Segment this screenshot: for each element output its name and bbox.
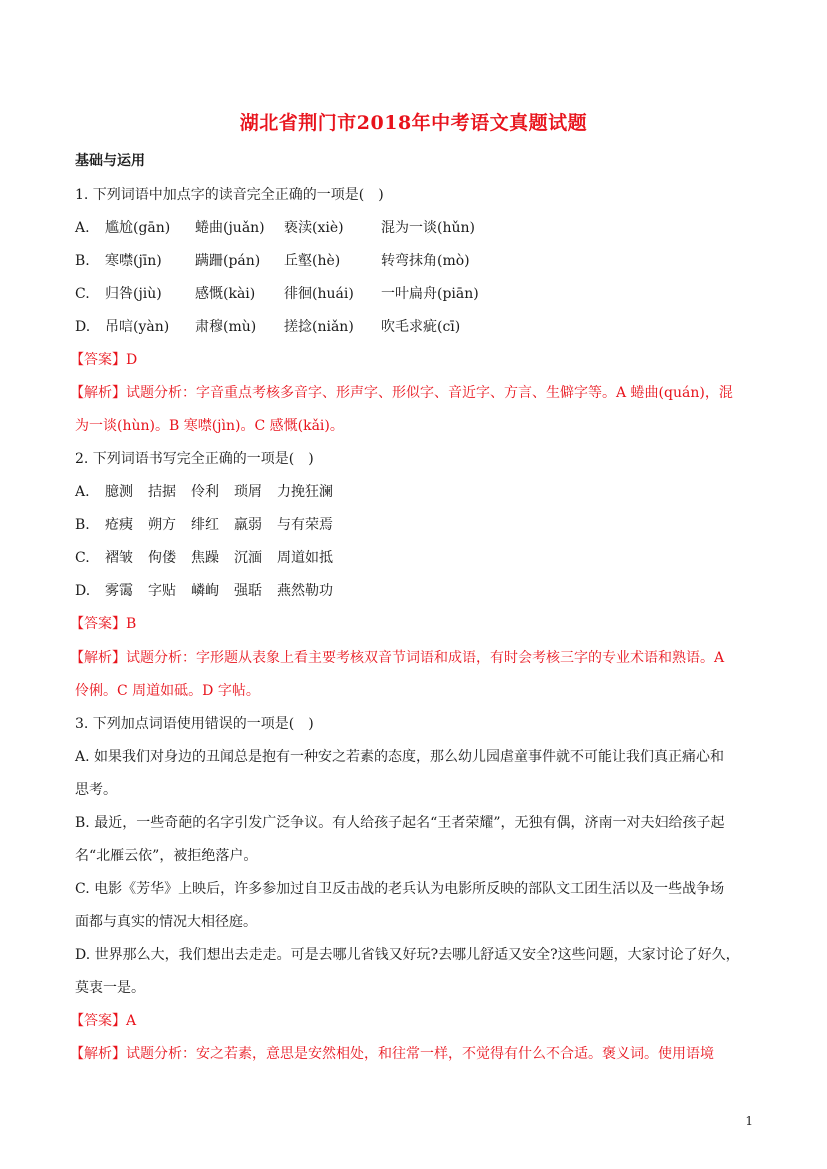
option-item: 归咎(jiù): [105, 286, 162, 302]
option-label: B.: [75, 517, 90, 533]
option-label: D.: [75, 319, 91, 335]
q2-option-a: [75, 483, 333, 501]
option-item: 强聒: [234, 583, 262, 599]
q2-option-d: [75, 582, 333, 600]
option-item: 拮据: [148, 484, 176, 500]
q3-option-d-line1: D. 世界那么大，我们想出去走走。可是去哪儿省钱又好玩?去哪儿舒适又安全?这些问题，大家讨论了好久，: [75, 947, 740, 963]
option-item: 感慨(kài): [195, 286, 256, 302]
option-item: 嶙峋: [191, 583, 219, 599]
option-item: 转弯抹角(mò): [381, 253, 470, 269]
option-label: C.: [75, 286, 90, 302]
q3-option-a-line1: A. 如果我们对身边的丑闻总是抱有一种安之若素的态度，那么幼儿园虐童事件就不可能让我们真正痛心和: [75, 749, 725, 765]
option-item: 徘徊(huái): [284, 286, 354, 302]
option-label: D.: [75, 583, 91, 599]
q2-answer: 【答案】B: [70, 616, 137, 632]
option-item: 朔方: [148, 517, 176, 533]
q1-analysis-line2: 为一谈(hùn)。B 寒噤(jìn)。C 感慨(kǎi)。: [75, 418, 344, 434]
option-item: 周道如抵: [277, 550, 333, 566]
option-item: 吊唁(yàn): [105, 319, 170, 335]
option-item: 蜷曲(juǎn): [195, 220, 265, 236]
q1-answer: 【答案】D: [70, 352, 138, 368]
option-item: 肃穆(mù): [195, 319, 257, 335]
q2-analysis-line1: 【解析】试题分析：字形题从表象上看主要考核双音节词语和成语，有时会考核三字的专业术语和熟语。A: [70, 650, 725, 666]
option-item: 一叶扁舟(piān): [381, 286, 479, 302]
option-item: 吹毛求疵(cī): [381, 319, 461, 335]
page-number: 1: [745, 1114, 753, 1128]
q3-analysis-line1: 【解析】试题分析：安之若素，意思是安然相处，和往常一样，不觉得有什么不合适。褒义词。使用语境: [70, 1046, 714, 1062]
option-item: 混为一谈(hǔn): [381, 220, 475, 236]
option-item: 尴尬(gān): [105, 220, 171, 236]
option-item: 褶皱: [105, 550, 133, 566]
q1-option-a: [75, 219, 475, 237]
option-item: 绯红: [191, 517, 219, 533]
q3-option-a-line2: 思考。: [75, 782, 117, 798]
option-item: 臆测: [105, 484, 133, 500]
q2-stem: 2. 下列词语书写完全正确的一项是( ): [75, 451, 314, 467]
option-item: 力挽狂澜: [277, 484, 333, 500]
option-label: A.: [75, 484, 90, 500]
option-item: 佝偻: [148, 550, 176, 566]
option-item: 焦躁: [191, 550, 219, 566]
option-label: B.: [75, 253, 90, 269]
q3-option-b-line2: 名“北雁云依”，被拒绝落户。: [75, 848, 258, 864]
section-heading: 基础与运用: [75, 153, 145, 169]
option-item: 雾霭: [105, 583, 133, 599]
q2-analysis-line2: 伶俐。C 周道如砥。D 字帖。: [75, 683, 260, 699]
option-item: 搓捻(niǎn): [284, 319, 354, 335]
document-title: 湖北省荆门市2018年中考语文真题试题: [239, 112, 588, 134]
option-item: 沉湎: [234, 550, 262, 566]
option-item: 与有荣焉: [277, 517, 333, 533]
q3-option-b-line1: B. 最近，一些奇葩的名字引发广泛争议。有人给孩子起名“王者荣耀”，无独有偶，济南一对夫妇给孩子起: [75, 815, 725, 831]
option-item: 燕然勒功: [277, 583, 333, 599]
q1-analysis-line1: 【解析】试题分析：字音重点考核多音字、形声字、形似字、音近字、方言、生僻字等。A 蜷曲(quán)，混: [70, 385, 733, 401]
q1-option-c: [75, 285, 479, 303]
option-label: A.: [75, 220, 90, 236]
q2-option-c: [75, 549, 333, 567]
option-item: 羸弱: [234, 517, 262, 533]
option-item: 字贴: [148, 583, 176, 599]
q2-option-b: [75, 516, 333, 534]
q3-answer: 【答案】A: [70, 1013, 137, 1029]
q3-stem: 3. 下列加点词语使用错误的一项是( ): [75, 716, 314, 732]
q3-option-d-line2: 莫衷一是。: [75, 980, 145, 996]
option-item: 寒噤(jīn): [105, 253, 162, 269]
option-item: 琐屑: [234, 484, 262, 500]
q3-option-c-line2: 面都与真实的情况大相径庭。: [75, 914, 257, 930]
q1-option-b: [75, 252, 470, 270]
option-item: 疮痍: [105, 517, 133, 533]
option-item: 蹒跚(pán): [195, 253, 261, 269]
q1-option-d: [75, 318, 460, 336]
option-item: 伶利: [191, 484, 219, 500]
q1-stem: 1. 下列词语中加点字的读音完全正确的一项是( ): [75, 187, 384, 203]
option-item: 丘壑(hè): [284, 253, 341, 269]
option-item: 亵渎(xiè): [284, 220, 344, 236]
option-label: C.: [75, 550, 90, 566]
q3-option-c-line1: C. 电影《芳华》上映后，许多参加过自卫反击战的老兵认为电影所反映的部队文工团生活以及一些战争场: [75, 881, 725, 897]
